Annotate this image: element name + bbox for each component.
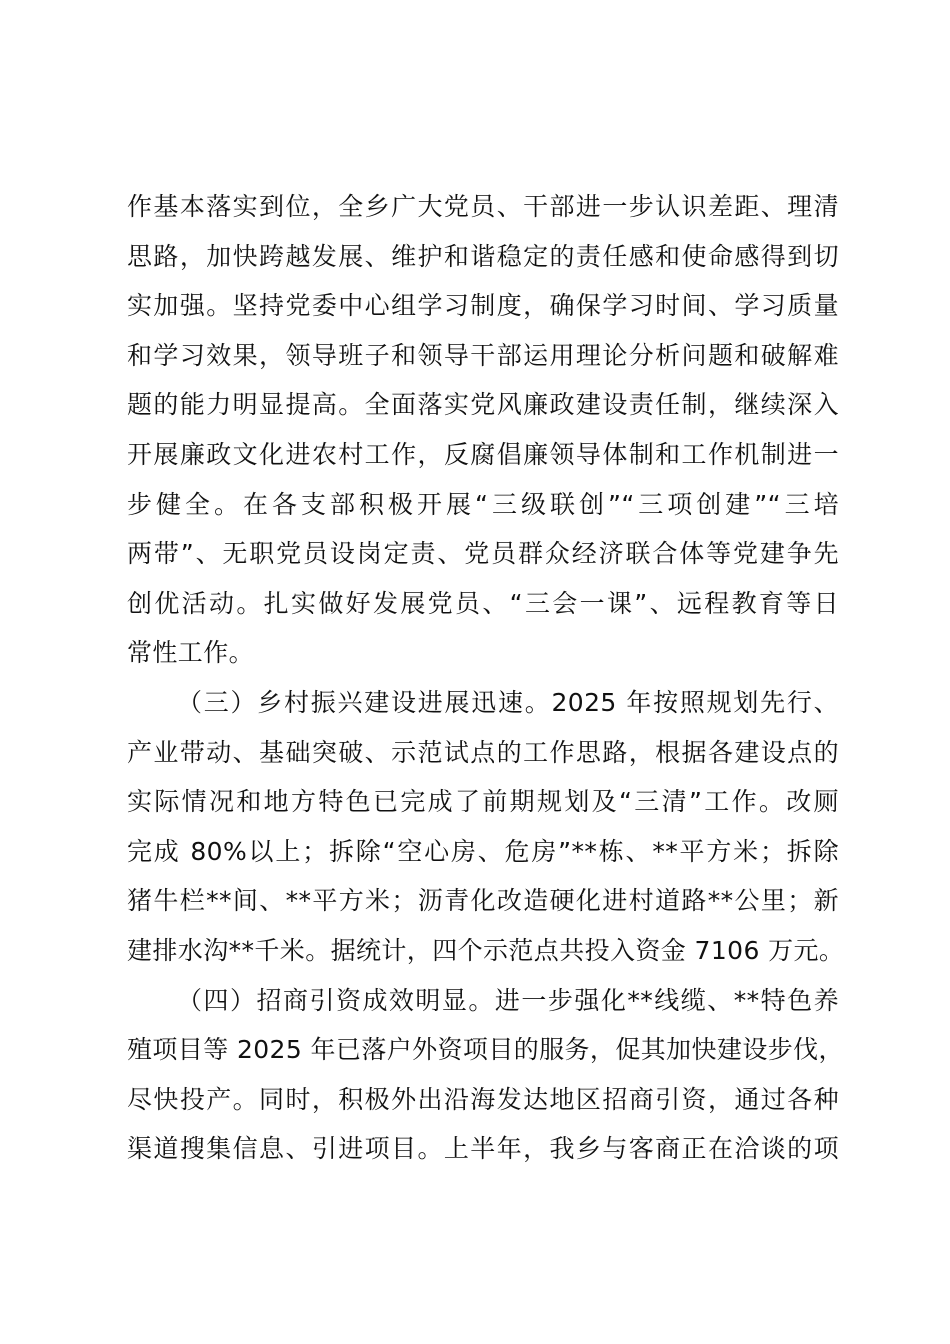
text-line: 创优活动。扎实做好发展党员、“三会一课”、远程教育等日 bbox=[127, 588, 839, 618]
text-line: 常性工作。 bbox=[127, 638, 255, 668]
text-line: 渠道搜集信息、引进项目。上半年，我乡与客商正在洽谈的项 bbox=[127, 1134, 839, 1164]
text-line: 步健全。在各支部积极开展“三级联创”“三项创建”“三培 bbox=[127, 489, 839, 519]
text-line: 思路，加快跨越发展、维护和谐稳定的责任感和使命感得到切 bbox=[127, 241, 839, 271]
text-line: （三）乡村振兴建设进展迅速。2025 年按照规划先行、 bbox=[177, 687, 839, 717]
text-line: 尽快投产。同时，积极外出沿海发达地区招商引资，通过各种 bbox=[127, 1084, 839, 1114]
text-line: 开展廉政文化进农村工作，反腐倡廉领导体制和工作机制进一 bbox=[127, 439, 839, 469]
text-line: 殖项目等 2025 年已落户外资项目的服务，促其加快建设步伐， bbox=[127, 1035, 844, 1065]
text-line: 作基本落实到位，全乡广大党员、干部进一步认识差距、理清 bbox=[127, 192, 839, 221]
text-line: 建排水沟**千米。据统计，四个示范点共投入资金 7106 万元。 bbox=[127, 935, 845, 965]
text-line: 完成 80%以上；拆除“空心房、危房”**栋、**平方米；拆除 bbox=[127, 836, 839, 866]
document-body bbox=[127, 182, 845, 1174]
text-line: 猪牛栏**间、**平方米；沥青化改造硬化进村道路**公里；新 bbox=[127, 886, 839, 916]
text-line: 实加强。坚持党委中心组学习制度，确保学习时间、学习质量 bbox=[127, 291, 839, 321]
text-line: 实际情况和地方特色已完成了前期规划及“三清”工作。改厕 bbox=[127, 787, 839, 817]
text-line: 两带”、无职党员设岗定责、党员群众经济联合体等党建争先 bbox=[127, 539, 839, 569]
text-line: 产业带动、基础突破、示范试点的工作思路，根据各建设点的 bbox=[127, 737, 839, 767]
text-line: 题的能力明显提高。全面落实党风廉政建设责任制，继续深入 bbox=[127, 390, 839, 420]
text-line: 和学习效果，领导班子和领导干部运用理论分析问题和破解难 bbox=[127, 340, 839, 370]
text-line: （四）招商引资成效明显。进一步强化**线缆、**特色养 bbox=[177, 985, 839, 1015]
